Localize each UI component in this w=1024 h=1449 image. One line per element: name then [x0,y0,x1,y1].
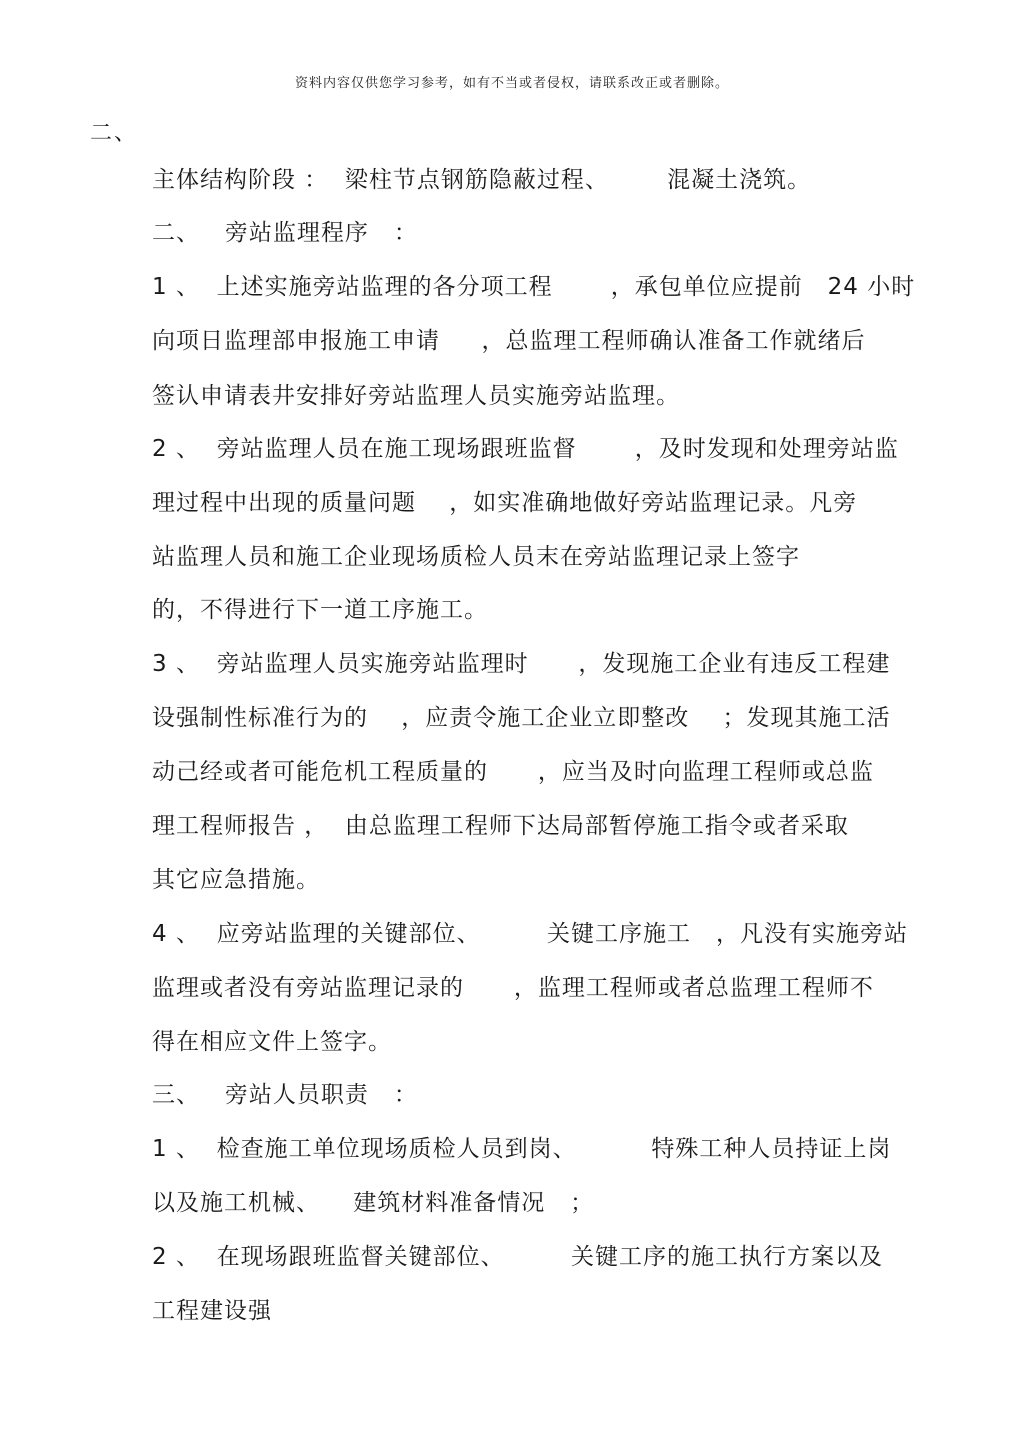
text-line-19: 1 、 检查施工单位现场质检人员到岗、 特殊工种人员持证上岗 [152,1136,892,1162]
text-line-11: 设强制性标准行为的 ，应责令施工企业立即整改 ；发现其施工活 [152,705,891,731]
text-line-4: 向项日监理部申报施工申请 ，总监理工程师确认准备工作就绪后 [152,328,866,354]
text-line-3: 1 、 上述实施旁站监理的各分项工程 ，承包单位应提前 24 小时 [152,274,916,300]
text-line-15: 4 、 应旁站监理的关键部位、 关键工序施工 ，凡没有实施旁站 [152,921,908,947]
section-heading-procedure: 二、 旁站监理程序 ： [152,220,418,246]
text-line-22: 工程建设强 [152,1298,272,1324]
text-line-17: 得在相应文件上签字。 [152,1029,392,1055]
section-mark: 二、 [90,121,139,146]
text-line-13: 理工程师报告 ， 由总监理工程师下达局部暂停施工指令或者采取 [152,813,849,839]
text-line-20: 以及施工机械、 建筑材料准备情况 ； [152,1190,595,1216]
text-line-21: 2 、 在现场跟班监督关键部位、 关键工序的施工执行方案以及 [152,1244,884,1270]
text-line-7: 理过程中出现的质量问题 ，如实准确地做好旁站监理记录。凡旁 [152,490,858,516]
text-line-12: 动己经或者可能危机工程质量的 ，应当及时向监理工程师或总监 [152,759,874,785]
text-line-14: 其它应急措施。 [152,867,320,893]
text-line-8: 站监理人员和施工企业现场质检人员末在旁站监理记录上签字 [152,544,800,570]
text-line-5: 签认申请表井安排好旁站监理人员实施旁站监理。 [152,383,680,409]
text-line-1: 主体结构阶段 ： 梁柱节点钢筋隐蔽过程、 混凝土浇筑。 [152,167,812,193]
text-line-16: 监理或者没有旁站监理记录的 ，监理工程师或者总监理工程师不 [152,975,874,1001]
header-disclaimer: 资料内容仅供您学习参考，如有不当或者侵权，请联系改正或者删除。 [294,76,729,91]
section-heading-duties: 三、 旁站人员职责 ： [152,1082,418,1108]
text-line-9: 的，不得进行下一道工序施工。 [152,597,488,623]
text-line-6: 2 、 旁站监理人员在施工现场跟班监督 ，及时发现和处理旁站监 [152,436,899,462]
text-line-10: 3 、 旁站监理人员实施旁站监理时 ，发现施工企业有违反工程建 [152,651,891,677]
